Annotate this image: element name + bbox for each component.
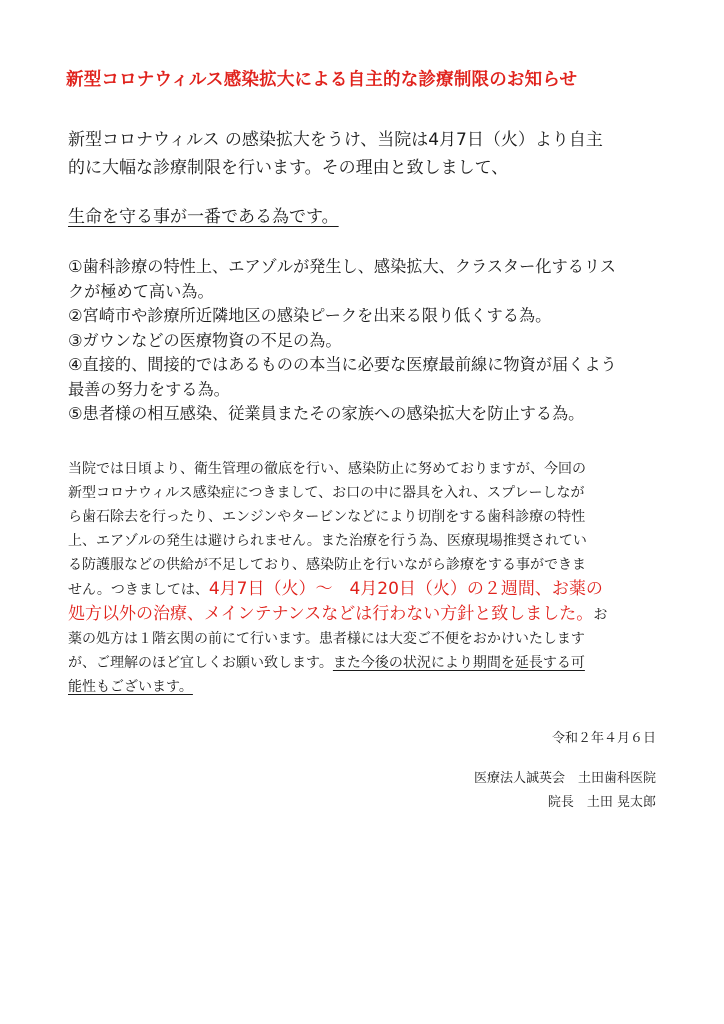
body-line: 新型コロナウィルス感染症につきまして、お口の中に器具を入れ、スプレーしなが [68,485,585,501]
closure-policy-highlight: 処方以外の治療、メインテナンスなどは行わない方針と致しました。 [68,604,594,624]
body-line: 当院では日頃より、衛生管理の徹底を行い、感染防止に努めておりますが、今回の [68,461,586,477]
reason-line: ①歯科診療の特性上、エアゾルが発生し、感染拡大、クラスター化するリス [68,257,616,276]
body-text: が、ご理解のほど宜しくお願い致します。 [68,655,333,671]
body-line: 薬の処方は１階玄関の前にて行います。患者様には大変ご不便をおかけいたします [68,631,585,647]
body-text: お [593,607,608,623]
reason-line: ④直接的、間接的ではあるものの本当に必要な医療最前線に物資が届くよう [68,355,617,374]
lead-statement: 生命を守る事が一番である為です。 [68,207,339,227]
reason-line: ②宮崎市や診療所近隣地区の感染ピークを出来る限り低くする為。 [68,306,552,325]
body-line: 上、エアゾルの発生は避けられません。また治療を行う為、医療現場推奨されてい [68,533,587,549]
intro-line: 新型コロナウィルス の感染拡大をうけ、当院は4月7日（火）より自主 [68,130,603,150]
extension-notice: 能性もございます。 [68,679,193,695]
body-line [68,602,668,627]
reason-line: ③ガウンなどの医療物資の不足の為。 [68,330,342,350]
intro-paragraph [68,126,668,182]
intro-line: 的に大幅な診療制限を行います。その理由と致しまして、 [68,158,509,178]
reason-line: ⑤患者様の相互感染、従業員またその家族への感染拡大を防止する為。 [68,404,585,423]
body-line [68,651,668,675]
closure-period-highlight: 4月7日（火）〜 4月20日（火）の２週間、お薬の [208,579,603,599]
clinic-name: 医療法人誠英会 土田歯科医院 [473,771,656,786]
body-line [68,675,668,699]
extension-notice: また今後の状況により期間を延長する可 [332,655,585,671]
reason-line: クが極めて高い為。 [68,281,214,301]
reason-line: 最善の努力をする為。 [68,379,230,399]
body-text: せん。つきましては、 [68,582,209,598]
body-paragraph [68,457,668,699]
reasons-list [68,255,668,427]
body-line: る防護服などの供給が不足しており、感染防止を行いながら診療をする事ができま [68,557,586,573]
director-name: 院長 土田 晃太郎 [547,795,656,810]
body-line [68,577,668,602]
body-line: ら歯石除去を行ったり、エンジンやタービンなどにより切削をする歯科診療の特性 [68,509,586,525]
notice-title: 新型コロナウィルス感染拡大による自主的な診療制限のお知らせ [66,70,578,90]
issue-date: 令和２年４月６日 [551,731,656,746]
